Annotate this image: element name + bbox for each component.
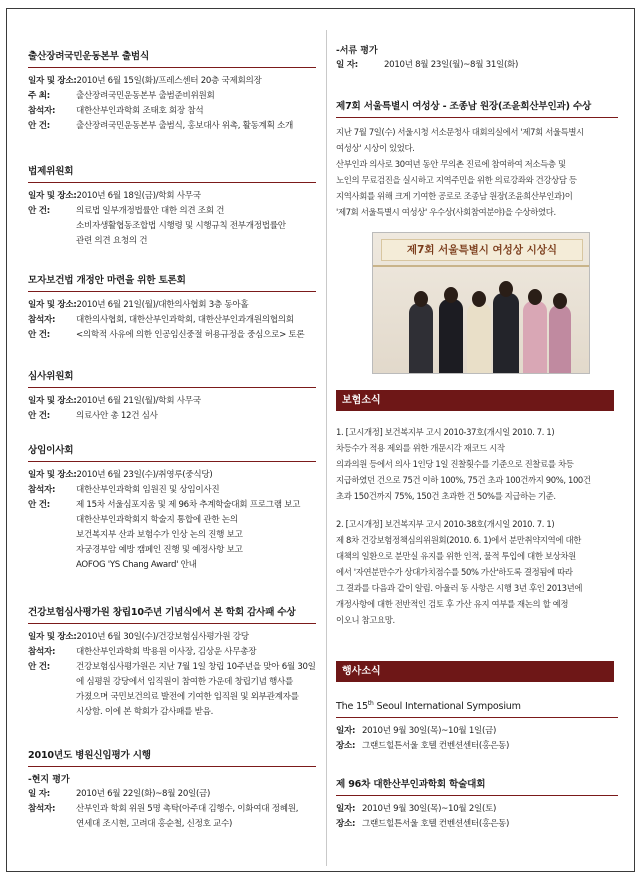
event-seoul-symposium xyxy=(336,700,618,754)
field-value: 출산장려국민운동본부 출범준비위원회 xyxy=(76,91,215,101)
field-value: 2010년 6월 23일(수)/취영루(중식당) xyxy=(76,470,213,480)
photo-banner: 제7회 서울특별시 여성상 시상식 xyxy=(381,239,583,261)
field-value: 그랜드힐튼서울 호텔 컨벤션센터(홍은동) xyxy=(362,741,509,752)
field-label: 일자: xyxy=(336,804,356,814)
field-label: 일자: xyxy=(336,726,356,737)
section-seoul-women-award xyxy=(336,98,618,220)
field-label: 장소: xyxy=(336,741,356,752)
section-maternal-health-forum xyxy=(28,272,316,343)
field-value: <의학적 사유에 의한 인공임신중절 허용규정을 중심으로> 토론 xyxy=(76,330,305,340)
section-title: 출산장려국민운동본부 출범식 xyxy=(28,48,316,68)
field-label: 참석자: xyxy=(28,315,56,325)
section-title: 모자보건법 개정안 마련을 위한 토론회 xyxy=(28,272,316,292)
column-divider xyxy=(326,30,327,866)
subsection-title: -서류 평가 xyxy=(336,46,378,56)
field-label: 안 건: xyxy=(28,206,50,216)
insurance-item-1: 1. [고시개정] 보건복지부 고시 2010-37호(개시일 2010. 7. 1) 차등수가 적용 제외를 위한 개문시각 재코드 시작 의과의원 등에서 의사 1인당 1일 진찰횟수를 기준으로 진찰료를 차등 지급하였던 건으로 75건 이하 100%, 75건 초과 100건까지 90%, 100건 초과 150건까지 75%, 150건 초과한 건 50%를 지급하는 기준. xyxy=(336,427,591,501)
field-value: 대한의사협회, 대한산부인과학회, 대한산부인과개원의협의회 xyxy=(76,315,294,325)
field-value: 2010년 6월 21일(월)/학회 사무국 xyxy=(76,396,201,406)
section-document-review xyxy=(336,44,618,73)
field-label: 참석자: xyxy=(28,106,56,116)
article-body: 지난 7월 7일(수) 서울시청 서소문청사 대회의실에서 '제7회 서울특별시 여성상' 시상이 있었다. 산부인과 의사로 30여년 동안 무의촌 진료에 참여하여 저소득층 및 노인의 무료검진을 실시하고 지역주민을 위한 의료강좌와 건강상담 등 지역사회를 위해 크게 기여한 공로로 조종남 원장(조윤희산부인과)이 '제7회 서울특별시 여성상' 우수상(사회참여분야)을 수상하였다. xyxy=(336,127,584,217)
insurance-news-header: 보험소식 xyxy=(336,390,614,411)
field-value: 의료사안 총 12건 심사 xyxy=(76,411,158,421)
event-annual-congress xyxy=(336,776,618,832)
section-title: 상임이사회 xyxy=(28,442,316,462)
insurance-item-2: 2. [고시개정] 보건복지부 고시 2010-38호(개시일 2010. 7. 1) 제 8차 건강보험정책심의위원회(2010. 6. 1)에서 분만취약지역에 대한 대책의 일환으로 분만실 유지를 위한 인적, 물적 투입에 대한 보상차원 에서 '자연분만수가 상대가치점수를 50% 가산'하도록 결정됨에 따라 그 결과를 다음과 같이 알림. 아울러 동 사항은 시행 3년 후인 2013년에 개정사항에 대한 전반적인 검토 후 가산 유지 여부를 재논의 할 예정 이오니 참고요망. xyxy=(336,519,583,625)
section-birth-campaign xyxy=(28,48,316,134)
field-value: 대한산부인과학회 박용원 이사장, 김상운 사무총장 xyxy=(76,647,257,657)
field-label: 참석자: xyxy=(28,804,56,814)
award-ceremony-photo xyxy=(372,232,590,374)
field-label: 일자 및 장소: xyxy=(28,632,77,642)
field-label: 일 자: xyxy=(28,789,50,799)
section-title: 제7회 서울특별시 여성상 - 조종남 원장(조윤희산부인과) 수상 xyxy=(336,98,618,118)
subsection-title: -현지 평가 xyxy=(28,775,70,785)
field-label: 안 건: xyxy=(28,330,50,340)
field-label: 일 자: xyxy=(336,60,358,70)
section-title: 심사위원회 xyxy=(28,368,316,388)
field-value: 건강보험심사평가원은 지난 7월 1일 창립 10주년을 맞아 6월 30일 에 심평원 강당에서 임직원이 참여한 가운데 창립기념 행사를 가졌으며 국민보건의료 발전에 기여한 임직원 및 외부관계자를 시상함. 이에 본 학회가 감사패를 받음. xyxy=(76,662,316,717)
field-value: 출산장려국민운동본부 출범식, 홍보대사 위촉, 활동계획 소개 xyxy=(76,121,294,131)
field-value: 2010년 6월 18일(금)/학회 사무국 xyxy=(76,191,201,201)
field-value: 대한산부인과학회 조태호 회장 참석 xyxy=(76,106,204,116)
field-label: 안 건: xyxy=(28,411,50,421)
field-label: 주 최: xyxy=(28,91,50,101)
field-value: 2010년 6월 15일(화)/프레스센터 20층 국제회의장 xyxy=(76,76,262,86)
section-title: 건강보험심사평가원 창립10주년 기념식에서 본 학회 감사패 수상 xyxy=(28,604,316,624)
section-legal-committee xyxy=(28,163,316,249)
section-title: 법제위원회 xyxy=(28,163,316,183)
field-value: 2010년 8월 23일(월)~8월 31일(화) xyxy=(384,60,519,70)
field-value: 의료법 일부개정법률안 대한 의견 조회 건 소비자생활협동조합법 시행령 및 시행규칙 전부개정법률안 관련 의견 요청의 건 xyxy=(76,206,286,246)
field-label: 일자 및 장소: xyxy=(28,191,77,201)
field-value: 2010년 6월 22일(화)~8월 20일(금) xyxy=(76,789,211,799)
event-title: 제 96차 대한산부인과학회 학술대회 xyxy=(336,776,618,796)
field-value: 2010년 6월 21일(월)/대한의사협회 3층 동아홀 xyxy=(76,300,249,310)
field-label: 일자 및 장소: xyxy=(28,396,77,406)
field-value: 대한산부인과학회 임원진 및 상임이사진 xyxy=(76,485,220,495)
section-hira-anniversary xyxy=(28,604,316,720)
field-value: 제 15차 서울심포지움 및 제 96차 추계학술대회 프로그램 보고 대한산부인과학회지 학술지 통합에 관한 논의 보건복지부 산과 보험수가 인상 논의 진행 보고 자궁경부암 예방 캠페인 진행 및 예정사항 보고 AOFOG 'YS Chang Award' 안내 xyxy=(76,500,301,570)
field-label: 안 건: xyxy=(28,662,50,672)
field-label: 안 건: xyxy=(28,500,50,510)
field-label: 장소: xyxy=(336,819,356,829)
section-review-committee xyxy=(28,368,316,424)
field-label: 일자 및 장소: xyxy=(28,76,77,86)
field-value: 산부인과 학회 위원 5명 촉탁(아주대 김행수, 이화여대 정혜원, 연세대 조시현, 고려대 홍순철, 신정호 교수) xyxy=(76,804,299,829)
field-value: 2010년 6월 30일(수)/건강보험심사평가원 강당 xyxy=(76,632,249,642)
insurance-news-body xyxy=(336,424,618,628)
field-label: 참석자: xyxy=(28,647,56,657)
field-value: 2010년 9월 30일(목)~10월 1일(금) xyxy=(362,726,497,737)
field-label: 일자 및 장소: xyxy=(28,300,77,310)
field-label: 일자 및 장소: xyxy=(28,470,77,480)
event-title: The 15th Seoul International Symposium xyxy=(336,700,618,718)
field-label: 안 건: xyxy=(28,121,50,131)
event-news-header: 행사소식 xyxy=(336,661,614,682)
section-hospital-accreditation xyxy=(28,747,316,832)
field-value: 그랜드힐튼서울 호텔 컨벤션센터(홍은동) xyxy=(362,819,509,829)
field-value: 2010년 9월 30일(목)~10월 2일(토) xyxy=(362,804,497,814)
section-title: 2010년도 병원신임평가 시행 xyxy=(28,747,316,767)
section-board-meeting xyxy=(28,442,316,573)
field-label: 참석자: xyxy=(28,485,56,495)
